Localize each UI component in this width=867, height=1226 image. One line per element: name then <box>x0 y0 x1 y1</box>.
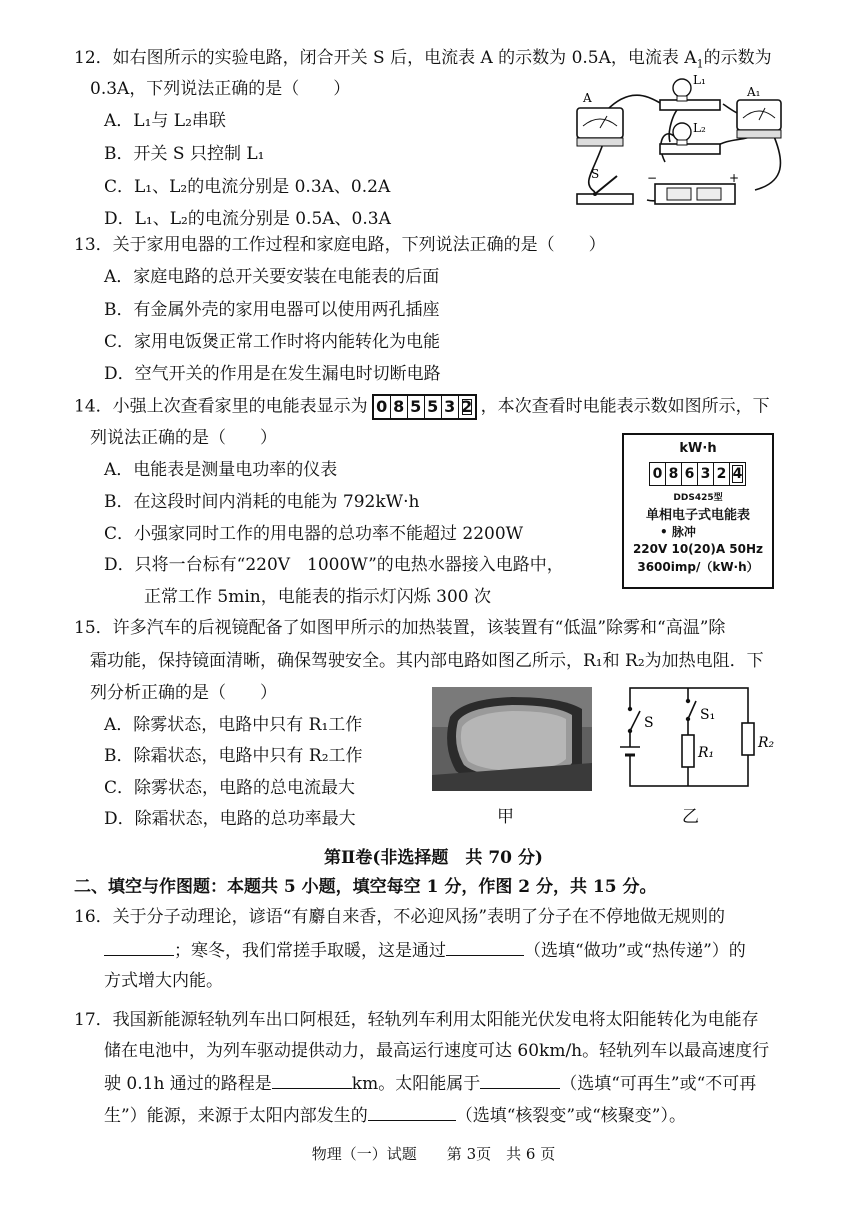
q12-option-b: B．开关 S 只控制 L₁ <box>104 144 265 164</box>
meter-name: 单相电子式电能表 <box>645 508 750 523</box>
resistor-r2-icon <box>742 723 754 755</box>
q17-line3: 驶 0.1h 通过的路程是 km。太阳能属于 （选填“可再生”或“不可再 <box>104 1071 756 1095</box>
q16-line2: ；寒冬，我们常搓手取暖，这是通过 （选填“做功”或“热传递”）的 <box>104 938 746 962</box>
meter-spec-imp: 3600imp/（kW·h） <box>637 560 759 574</box>
q14-line1: 14．小强上次查看家里的电能表显示为 0 8 5 5 3 2 ，本次查看时电能表示数如图所示，下 <box>74 394 770 420</box>
switch-s1-icon <box>686 699 696 721</box>
q17-line4: 生”）能源，来源于太阳内部发生的 （选填“核裂变”或“核聚变”）。 <box>104 1103 686 1127</box>
label-plus: + <box>729 171 740 185</box>
part2-title: 第Ⅱ卷(非选择题 共 70 分) <box>324 848 543 868</box>
q14-option-d: D．只将一台标有“220V 1000W”的电热水器接入电路中， <box>104 555 564 575</box>
ammeter-a-icon <box>577 108 623 146</box>
q15-option-d: D．除霜状态，电路的总功率最大 <box>104 809 356 829</box>
q17-blank-distance[interactable] <box>272 1071 352 1089</box>
meter-pulse: • 脉冲 <box>660 525 696 539</box>
q16-blank-1[interactable] <box>104 938 174 956</box>
meter-unit: kW·h <box>679 441 717 456</box>
meter-spec-voltage: 220V 10(20)A 50Hz <box>632 542 764 556</box>
q17-line2: 储在电池中，为列车驱动提供动力，最高运行速度可达 60km/h。轻轨列车以最高速度行 <box>104 1041 770 1061</box>
q13-option-c: C．家用电饭煲正常工作时将内能转化为电能 <box>104 332 441 352</box>
q17-blank-reaction[interactable] <box>368 1103 456 1121</box>
q13-option-d: D．空气开关的作用是在发生漏电时切断电路 <box>104 364 441 384</box>
q12-line2: 0.3A，下列说法正确的是（ ） <box>90 79 351 99</box>
ammeter-a1-icon <box>737 100 781 138</box>
q15-circuit-figure <box>620 683 780 798</box>
figure-jia-caption: 甲 <box>497 807 514 827</box>
label-minus: − <box>647 171 658 185</box>
side-mirror-icon <box>432 687 592 791</box>
q16-line3: 方式增大内能。 <box>104 971 223 991</box>
q15-line1: 15．许多汽车的后视镜配备了如图甲所示的加热装置，该装置有“低温”除雾和“高温”除 <box>74 618 726 638</box>
q17-blank-energy-type[interactable] <box>480 1071 560 1089</box>
q14-line2: 列说法正确的是（ ） <box>90 428 277 448</box>
figure-yi-caption: 乙 <box>682 807 699 827</box>
q16-blank-2[interactable] <box>446 938 524 956</box>
label-l1: L₁ <box>693 73 706 87</box>
q15-line3: 列分析正确的是（ ） <box>90 683 277 703</box>
lamp-l1-icon <box>660 79 720 110</box>
section-heading: 二、填空与作图题：本题共 5 小题，填空每空 1 分，作图 2 分，共 15 分。 <box>74 877 657 897</box>
label-l2: L₂ <box>693 121 706 135</box>
label-a: A <box>583 91 592 105</box>
q17-line1: 17．我国新能源轻轨列车出口阿根廷，轻轨列车利用太阳能光伏发电将太阳能转化为电能存 <box>74 1010 759 1030</box>
q16-line1: 16．关于分子动理论，谚语“有麝自来香，不必迎风扬”表明了分子在不停地做无规则的 <box>74 907 726 927</box>
label-s1: S₁ <box>700 707 716 723</box>
page-footer: 物理（一）试题 第 3页 共 6 页 <box>311 1145 556 1163</box>
label-r2: R₂ <box>758 735 775 751</box>
previous-meter-reading: 0 8 5 5 3 2 <box>372 394 477 420</box>
q13-option-b: B．有金属外壳的家用电器可以使用两孔插座 <box>104 300 440 320</box>
label-s: S <box>591 167 600 181</box>
q12-circuit-figure <box>555 72 800 222</box>
q15-option-a: A．除雾状态，电路中只有 R₁工作 <box>104 715 363 735</box>
battery-icon <box>655 184 735 204</box>
q14-option-c: C．小强家同时工作的用电器的总功率不能超过 2200W <box>104 524 524 544</box>
meter-digits: 0 8 6 3 2 4 <box>624 462 772 486</box>
q14-option-b: B．在这段时间内消耗的电能为 792kW·h <box>104 492 420 512</box>
q12-line1: 12．如右图所示的实验电路，闭合开关 S 后，电流表 A 的示数为 0.5A，电流表 $A_1$的示数为 <box>74 48 772 71</box>
label-a1: A₁ <box>747 85 761 99</box>
q12-option-a: A．L₁与 L₂串联 <box>104 111 226 131</box>
label-r1: R₁ <box>698 745 715 761</box>
q12-option-d: D．L₁、L₂的电流分别是 0.5A、0.3A <box>104 209 391 229</box>
q15-option-b: B．除霜状态，电路中只有 R₂工作 <box>104 746 363 766</box>
energy-meter-panel <box>622 433 774 589</box>
q15-line2: 霜功能，保持镜面清晰，确保驾驶安全。其内部电路如图乙所示，R₁和 R₂为加热电阻．下 <box>90 651 764 671</box>
q13-option-a: A．家庭电路的总开关要安装在电能表的后面 <box>104 267 440 287</box>
meter-model: DDS425型 <box>673 493 723 503</box>
q12-option-c: C．L₁、L₂的电流分别是 0.3A、0.2A <box>104 177 391 197</box>
resistor-r1-icon <box>682 735 694 767</box>
label-s: S <box>644 715 654 731</box>
q14-option-a: A．电能表是测量电功率的仪表 <box>104 460 338 480</box>
switch-s-icon <box>577 176 633 204</box>
q13-line1: 13．关于家用电器的工作过程和家庭电路，下列说法正确的是（ ） <box>74 235 606 255</box>
mirror-photo <box>432 687 592 791</box>
q15-option-c: C．除雾状态，电路的总电流最大 <box>104 778 356 798</box>
q14-option-d-cont: 正常工作 5min，电能表的指示灯闪烁 300 次 <box>144 587 491 607</box>
